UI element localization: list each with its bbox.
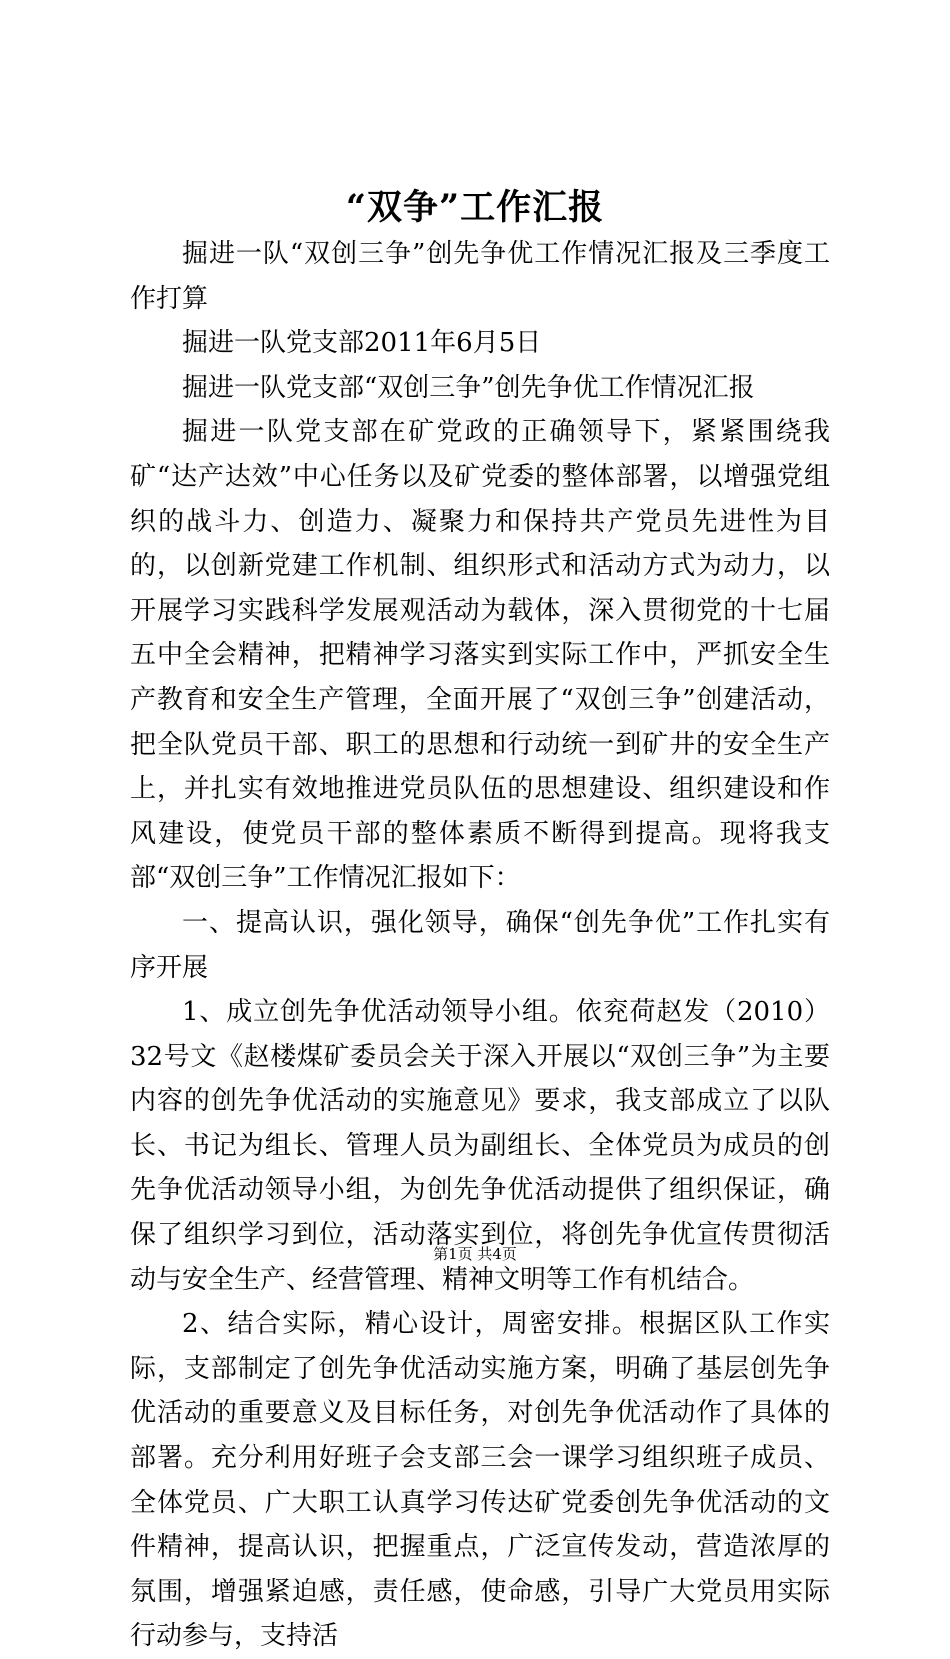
paragraph: 一、提高认识，强化领导，确保“创先争优”工作扎实有序开展 [130,907,830,983]
paragraph: 1、成立创先争优活动领导小组。依兖荷赵发（2010）32号文《赵楼煤矿委员会关于深入开展以“双创三争”为主要内容的创先争优活动的实施意见》要求，我支部成立了以队长、书记为组长、管理人员为副组长、全体党员为成员的创先争优活动领导小组，为创先争优活动提供了组织保证，确保了组织学习到位，活动落实到位，将创先争优宣传贯彻活动与安全生产、经营管理、精神文明等工作有机结合。 [130,997,830,1295]
paragraph: 2、结合实际，精心设计，周密安排。根据区队工作实际，支部制定了创先争优活动实施方案，明确了基层创先争优活动的重要意义及目标任务，对创先争优活动作了具体的部署。充分利用好班子会支部三会一课学习组织班子成员、全体党员、广大职工认真学习传达矿党委创先争优活动的文件精神，提高认识，把握重点，广泛宣传发动，营造浓厚的氛围，增强紧迫感，责任感，使命感，引导广大党员用实际行动参与，支持活 [130,1309,830,1652]
document-body [130,232,830,1659]
paragraph: 掘进一队党支部2011年6月5日 [182,328,542,359]
paragraph: 掘进一队党支部在矿党政的正确领导下，紧紧围绕我矿“达产达效”中心任务以及矿党委的整体部署，以增强党组织的战斗力、创造力、凝聚力和保持共产党员先进性为目的，以创新党建工作机制、组织形式和活动方式为动力，以开展学习实践科学发展观活动为载体，深入贯彻党的十七届五中全会精神，把精神学习落实到实际工作中，严抓安全生产教育和安全生产管理，全面开展了“双创三争”创建活动，把全队党员干部、职工的思想和行动统一到矿井的安全生产上，并扎实有效地推进党员队伍的思想建设、组织建设和作风建设，使党员干部的整体素质不断得到提高。现将我支部“双创三争”工作情况汇报如下： [130,417,830,894]
paragraph: 掘进一队“双创三争”创先争优工作情况汇报及三季度工作打算 [130,239,830,314]
document-title: “双争”工作汇报 [345,187,605,228]
page-footer: 第1页 共4页 [433,1245,517,1263]
paragraph: 掘进一队党支部“双创三争”创先争优工作情况汇报 [182,372,755,403]
